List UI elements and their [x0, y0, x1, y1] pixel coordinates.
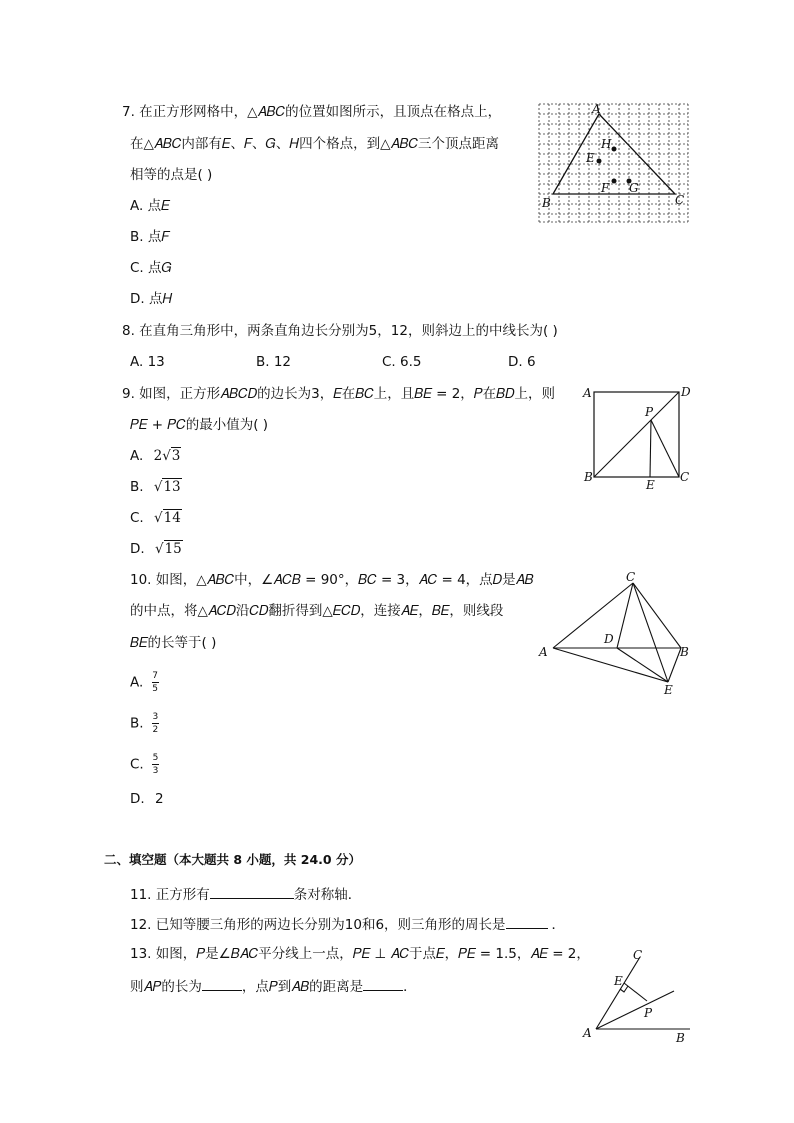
q12-text-after: ．	[551, 917, 566, 933]
q7-point-h	[612, 147, 617, 152]
q10-option-a-label: A.	[130, 674, 144, 691]
q12-answer-blank[interactable]	[506, 914, 548, 929]
q9-option-c: C. √14	[130, 510, 181, 526]
q9-option-a-radicand: 3	[171, 448, 181, 464]
q10-label-a: A	[539, 645, 548, 659]
q13-text-b: ，点𝑃到𝐴𝐵的距离是	[241, 979, 364, 995]
q7-label-c: C	[675, 193, 685, 207]
q11-line	[130, 884, 361, 904]
q9-diagonal-bd	[594, 392, 679, 477]
q13-line-2	[130, 976, 417, 996]
q12-text-before: 12. 已知等腰三角形的两边长分别为10和6，则三角形的周长是	[130, 917, 506, 933]
q9-option-c-radicand: 14	[163, 510, 181, 526]
q9-line-1: 9. 如图，正方形𝐴𝐵𝐶𝐷的边长为3，𝐸在𝐵𝐶上，且𝐵𝐸 = 2，𝑃在𝐵𝐷上，则	[122, 386, 556, 402]
q10-segment-bc	[633, 583, 681, 648]
q10-option-c-num: 5	[152, 753, 159, 763]
section-2-title: 二、填空题（本大题共 8 小题，共 24.0 分）	[104, 852, 361, 867]
q10-segment-ac	[553, 583, 633, 648]
q9-option-d: D. √15	[130, 541, 182, 557]
q13-label-e: E	[614, 974, 623, 988]
q10-segment-de	[617, 648, 668, 682]
q10-option-c-den: 3	[152, 766, 159, 776]
q10-option-b	[130, 712, 159, 735]
q7-label-b: B	[542, 196, 551, 210]
q10-label-d: D	[604, 632, 614, 646]
q10-line-2: 的中点，将△𝐴𝐶𝐷沿𝐶𝐷翻折得到△𝐸𝐶𝐷，连接𝐴𝐸，𝐵𝐸，则线段	[130, 603, 504, 619]
q10-option-a	[130, 671, 159, 694]
q7-label-g: G	[629, 181, 639, 195]
q9-label-b: B	[584, 470, 593, 484]
q9-option-a-label: A.	[130, 448, 144, 464]
q13-text-c: ．	[403, 979, 417, 995]
q9-option-b-radicand: 13	[163, 479, 181, 495]
q9-option-d-label: D.	[130, 541, 145, 557]
q7-option-a: A. 点𝐸	[130, 198, 170, 214]
q7-line-2: 在△𝐴𝐵𝐶内部有𝐸、𝐹、𝐺、𝐻四个格点，到△𝐴𝐵𝐶三个顶点距离	[130, 136, 500, 152]
q10-option-c	[130, 753, 159, 776]
q11-text-after: 条对称轴．	[293, 887, 362, 903]
q11-text-before: 11. 正方形有	[130, 887, 210, 903]
q8-line-1: 8. 在直角三角形中，两条直角边长分别为5，12，则斜边上的中线长为( )	[122, 323, 558, 339]
q11-answer-blank[interactable]	[210, 884, 294, 899]
q10-label-b: B	[680, 645, 689, 659]
q9-label-a: A	[583, 386, 592, 400]
q10-line-1: 10. 如图，△𝐴𝐵𝐶中，∠𝐴𝐶𝐵 = 90°，𝐵𝐶 = 3，𝐴𝐶 = 4，点𝐷是𝐴𝐵	[130, 572, 534, 588]
q7-line-3: 相等的点是( )	[130, 167, 213, 183]
q9-option-d-radicand: 15	[164, 541, 182, 557]
q12-line	[130, 914, 565, 934]
q10-segment-cd	[617, 583, 633, 648]
q7-option-b: B. 点𝐹	[130, 229, 170, 245]
q7-point-f	[612, 179, 617, 184]
q7-label-e: E	[586, 151, 595, 165]
q7-point-e	[597, 159, 602, 164]
q9-option-a-coef: 2	[153, 448, 163, 464]
q9-line-2: 𝑃𝐸 + 𝑃𝐶的最小值为( )	[130, 417, 269, 433]
q10-fold-figure	[538, 570, 698, 700]
q10-segment-ae	[553, 648, 668, 682]
q13-segment-pe	[624, 983, 647, 1001]
q10-option-d-value: 2	[154, 791, 164, 807]
q9-segment-pe	[650, 420, 651, 477]
q10-option-c-label: C.	[130, 756, 144, 773]
q7-label-h: H	[601, 137, 612, 151]
q13-label-p: P	[644, 1006, 653, 1020]
q9-option-b-label: B.	[130, 479, 144, 495]
q9-label-e: E	[646, 478, 655, 492]
q10-label-e: E	[664, 683, 673, 697]
q8-option-c: C. 6.5	[382, 354, 422, 370]
q7-option-c: C. 点𝐺	[130, 260, 172, 276]
q9-label-p: P	[645, 405, 654, 419]
q7-option-d: D. 点𝐻	[130, 291, 173, 307]
q10-option-b-den: 2	[152, 725, 159, 735]
q10-segment-ce	[633, 583, 668, 682]
q7-label-f: F	[601, 181, 610, 195]
q9-label-c: C	[680, 470, 690, 484]
q7-label-a: A	[592, 102, 601, 116]
q8-option-b: B. 12	[256, 354, 292, 370]
q9-segment-pc	[651, 420, 679, 477]
q13-text-a: 则𝐴𝑃的长为	[130, 979, 202, 995]
q10-option-a-num: 7	[152, 671, 158, 681]
q7-grid-figure	[539, 104, 689, 224]
q13-line-1: 13. 如图，𝑃是∠𝐵𝐴𝐶平分线上一点，𝑃𝐸 ⊥ 𝐴𝐶于点𝐸，𝑃𝐸 = 1.5，𝐴𝐸 = 2，	[130, 946, 590, 962]
q9-square-figure	[580, 383, 700, 493]
q13-label-c: C	[633, 948, 643, 962]
q10-label-c: C	[626, 570, 636, 584]
q10-option-b-label: B.	[130, 715, 144, 732]
q9-option-a: A. 2√3	[130, 448, 181, 464]
q13-answer-blank-2[interactable]	[363, 976, 403, 991]
q10-line-3: 𝐵𝐸的长等于( )	[130, 635, 217, 651]
q10-option-a-den: 5	[152, 684, 158, 694]
q13-label-a: A	[583, 1026, 592, 1040]
q13-label-b: B	[676, 1031, 685, 1045]
q9-label-d: D	[681, 385, 691, 399]
q10-option-d	[130, 790, 164, 808]
q10-option-d-label: D.	[130, 791, 145, 807]
q8-option-a: A. 13	[130, 354, 165, 370]
q8-option-d: D. 6	[508, 354, 536, 370]
q13-bisector-figure	[580, 945, 700, 1050]
q9-option-b: B. √13	[130, 479, 181, 495]
q10-option-b-num: 3	[152, 712, 159, 722]
q7-line-1: 7. 在正方形网格中，△𝐴𝐵𝐶的位置如图所示，且顶点在格点上，	[122, 104, 502, 120]
q9-option-c-label: C.	[130, 510, 144, 526]
q13-answer-blank-1[interactable]	[202, 976, 242, 991]
